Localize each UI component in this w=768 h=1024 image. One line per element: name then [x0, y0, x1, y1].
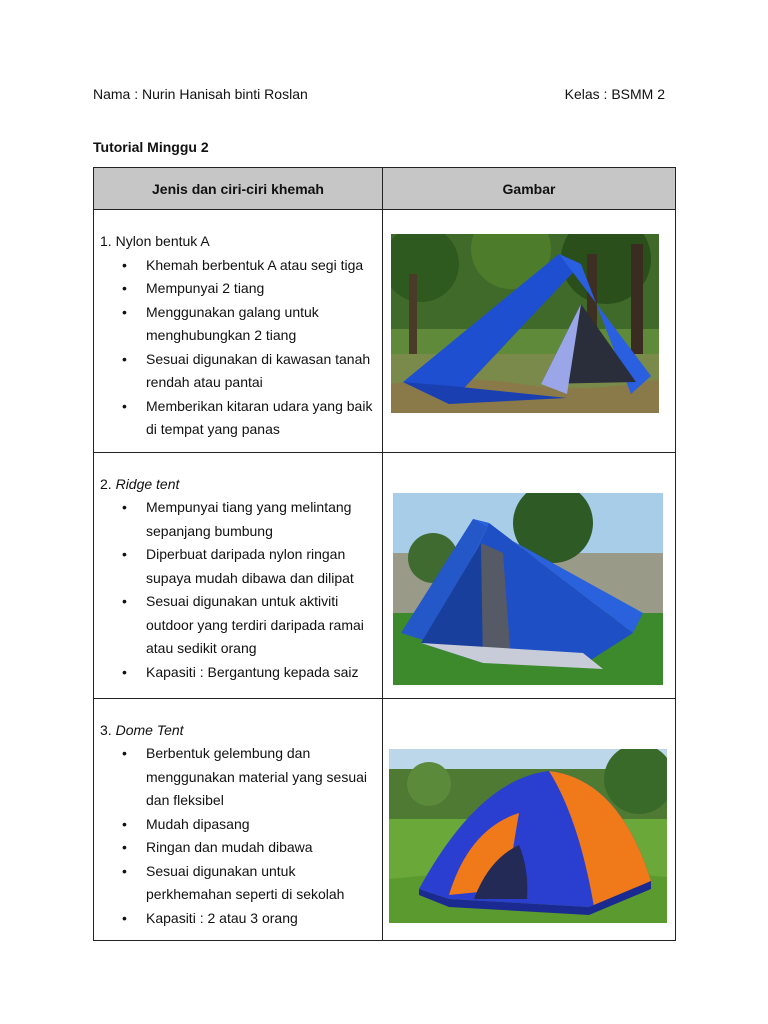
list-item: • Memberikan kitaran udara yang baik di tempat yang panas: [100, 395, 376, 442]
list-item: • Mempunyai 2 tiang: [100, 277, 376, 301]
tent-table: [93, 167, 676, 941]
table-row: [94, 698, 676, 941]
list-item: • Kapasiti : 2 atau 3 orang: [100, 907, 376, 931]
tent-image-cell: [383, 210, 676, 453]
table-row: [94, 210, 676, 453]
list-item: • Diperbuat daripada nylon ringan supaya mudah dibawa dan dilipat: [100, 543, 376, 590]
table-row: [94, 452, 676, 698]
column-header-type: Jenis dan ciri-ciri khemah: [94, 168, 383, 210]
list-item: • Kapasiti : Bergantung kepada saiz: [100, 661, 376, 685]
document-title: Tutorial Minggu 2: [93, 139, 209, 155]
dome-tent-photo: [389, 749, 667, 923]
tent-name: 2. Ridge tent: [100, 475, 180, 492]
table-header-row: [94, 168, 676, 210]
tent-image-cell: [383, 452, 676, 698]
tent-name: 1. Nylon bentuk A: [100, 233, 210, 249]
student-name: Nama : Nurin Hanisah binti Roslan: [93, 86, 308, 102]
list-item: • Sesuai digunakan untuk perkhemahan seperti di sekolah: [100, 860, 376, 907]
list-item: • Berbentuk gelembung dan menggunakan material yang sesuai dan fleksibel: [100, 742, 376, 813]
tent-name: 3. Dome Tent: [100, 721, 184, 738]
list-item: • Mudah dipasang: [100, 813, 376, 837]
feature-list: [100, 742, 376, 930]
a-frame-tent-photo: [391, 234, 659, 413]
list-item: • Sesuai digunakan untuk aktiviti outdoor yang terdiri daripada ramai atau sedikit orang: [100, 590, 376, 661]
class-label: Kelas : BSMM 2: [564, 86, 665, 102]
tent-image-cell: [383, 698, 676, 941]
column-header-image: Gambar: [383, 168, 676, 210]
tent-description: [94, 210, 383, 453]
ridge-tent-photo: [393, 493, 663, 685]
tent-description: [94, 698, 383, 941]
list-item: • Ringan dan mudah dibawa: [100, 836, 376, 860]
list-item: • Mempunyai tiang yang melintang sepanjang bumbung: [100, 496, 376, 543]
feature-list: [100, 254, 376, 442]
feature-list: [100, 496, 376, 684]
list-item: • Menggunakan galang untuk menghubungkan 2 tiang: [100, 301, 376, 348]
list-item: • Khemah berbentuk A atau segi tiga: [100, 254, 376, 278]
list-item: • Sesuai digunakan di kawasan tanah rendah atau pantai: [100, 348, 376, 395]
tent-description: [94, 452, 383, 698]
